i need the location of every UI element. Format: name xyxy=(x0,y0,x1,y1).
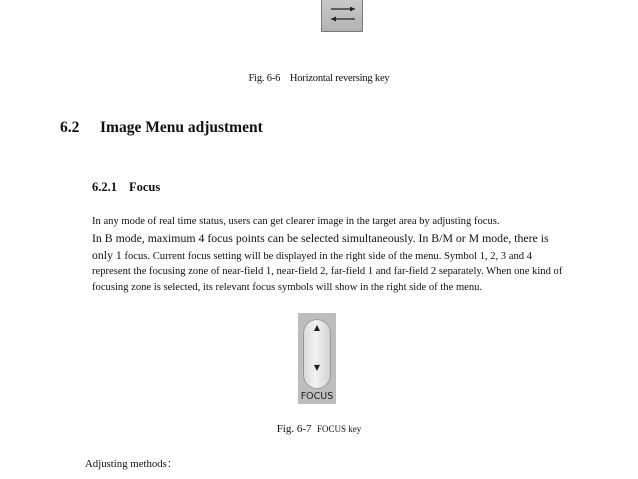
subsection-number: 6.2.1 xyxy=(92,180,117,194)
horizontal-reversing-arrows-icon xyxy=(322,0,364,32)
figure-caption-6-6 xyxy=(0,73,638,84)
section-heading xyxy=(60,119,263,137)
paragraph-lead-text: In B mode, maximum 4 focus points can be selected simultaneously. In B/M or M mode, there is only 1 xyxy=(92,231,549,262)
figure-number: Fig. 6-7 xyxy=(276,423,312,435)
figure-caption-6-7 xyxy=(0,423,638,435)
figure-caption-text: Horizontal reversing key xyxy=(289,73,390,84)
paragraph-focus-intro: In any mode of real time status, users can get clearer image in the target area by adjusting focus. xyxy=(92,216,500,227)
horizontal-reversing-key-image xyxy=(321,0,363,32)
section-title: Image Menu adjustment xyxy=(100,119,263,136)
paragraph-body-text: focus. Current focus setting will be displayed in the right side of the menu. Symbol 1, 2, 3 and 4 represent the focusing zone of near-field 1, near-field 2, far-field 1 and far-field 2 separately. When one kind of focusing zone is selected, its relevant focus symbols will show in the right side of the menu. xyxy=(92,250,563,293)
down-arrow-icon: ▼ xyxy=(313,363,321,372)
subsection-heading xyxy=(92,180,160,195)
section-number: 6.2 xyxy=(60,119,80,136)
paragraph-focus-details xyxy=(92,231,572,295)
adjusting-methods-label: Adjusting methods： xyxy=(85,458,178,470)
up-arrow-icon: ▲ xyxy=(313,323,321,332)
focus-key-label: FOCUS xyxy=(300,391,334,402)
figure-number: Fig. 6-6 xyxy=(248,73,281,84)
subsection-title: Focus xyxy=(129,180,161,194)
figure-caption-text: FOCUS key xyxy=(317,424,362,434)
focus-key-image xyxy=(298,313,336,404)
